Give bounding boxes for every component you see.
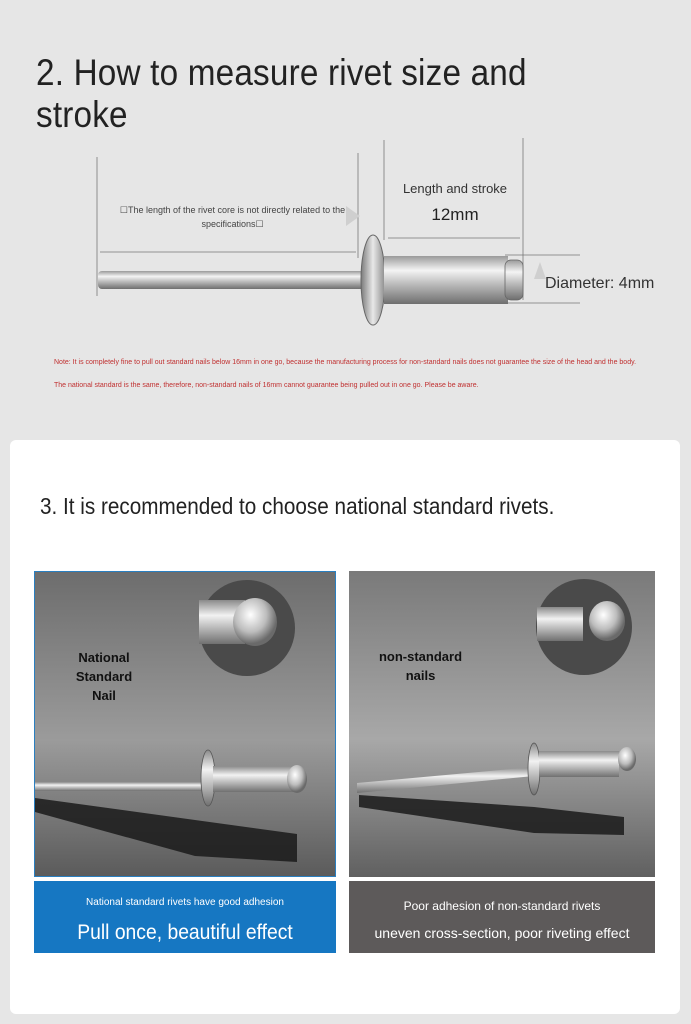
rivet-tip <box>505 260 523 300</box>
zoom-body <box>537 607 583 641</box>
rivet-dome <box>618 747 636 771</box>
section2-title: 2. How to measure rivet size and stroke <box>36 52 527 135</box>
note-line-2: The national standard is the same, therefore, non-standard nails of 16mm cannot guarantee being pulled out in one go. Please be aware. <box>54 382 479 389</box>
uneven-section-caption: uneven cross-section, poor riveting effect <box>374 925 630 941</box>
rivet-head <box>528 743 540 795</box>
adhesion-caption: National standard rivets have good adhesion <box>86 897 284 908</box>
core-length-note: ☐The length of the rivet core is not directly related to the specifications☐ <box>119 205 346 229</box>
non-standard-label: non-standard nails <box>378 649 463 683</box>
national-standard-photo <box>34 571 336 877</box>
effect-caption: Pull once, beautiful effect <box>77 921 293 944</box>
note-line-1: Note: It is completely fine to pull out standard nails below 16mm in one go, because the manufacturing process for non-standard nails does not guarantee the size of the head and the body. <box>54 359 637 366</box>
section3-title: 3. It is recommended to choose national standard rivets. <box>40 493 555 519</box>
rivet-head <box>361 235 385 325</box>
national-standard-label: National Standard Nail <box>75 650 133 703</box>
mandrel <box>35 782 210 791</box>
length-value: 12mm <box>431 205 479 224</box>
length-stroke-label: Length and stroke <box>402 181 508 196</box>
rivet-dome <box>287 765 307 793</box>
rivet-body <box>213 766 295 792</box>
rivet-body <box>384 256 508 304</box>
zoom-dome <box>233 598 277 646</box>
diameter-label: Diameter: 4mm <box>545 275 655 292</box>
rivet-mandrel <box>98 271 370 289</box>
non-standard-photo <box>349 571 655 877</box>
rivet-head <box>201 750 215 806</box>
poor-adhesion-caption: Poor adhesion of non-standard rivets <box>403 899 601 913</box>
national-standard-banner <box>34 881 336 953</box>
rivet-body <box>539 751 619 777</box>
zoom-dome <box>589 601 625 641</box>
non-standard-banner <box>349 881 655 953</box>
